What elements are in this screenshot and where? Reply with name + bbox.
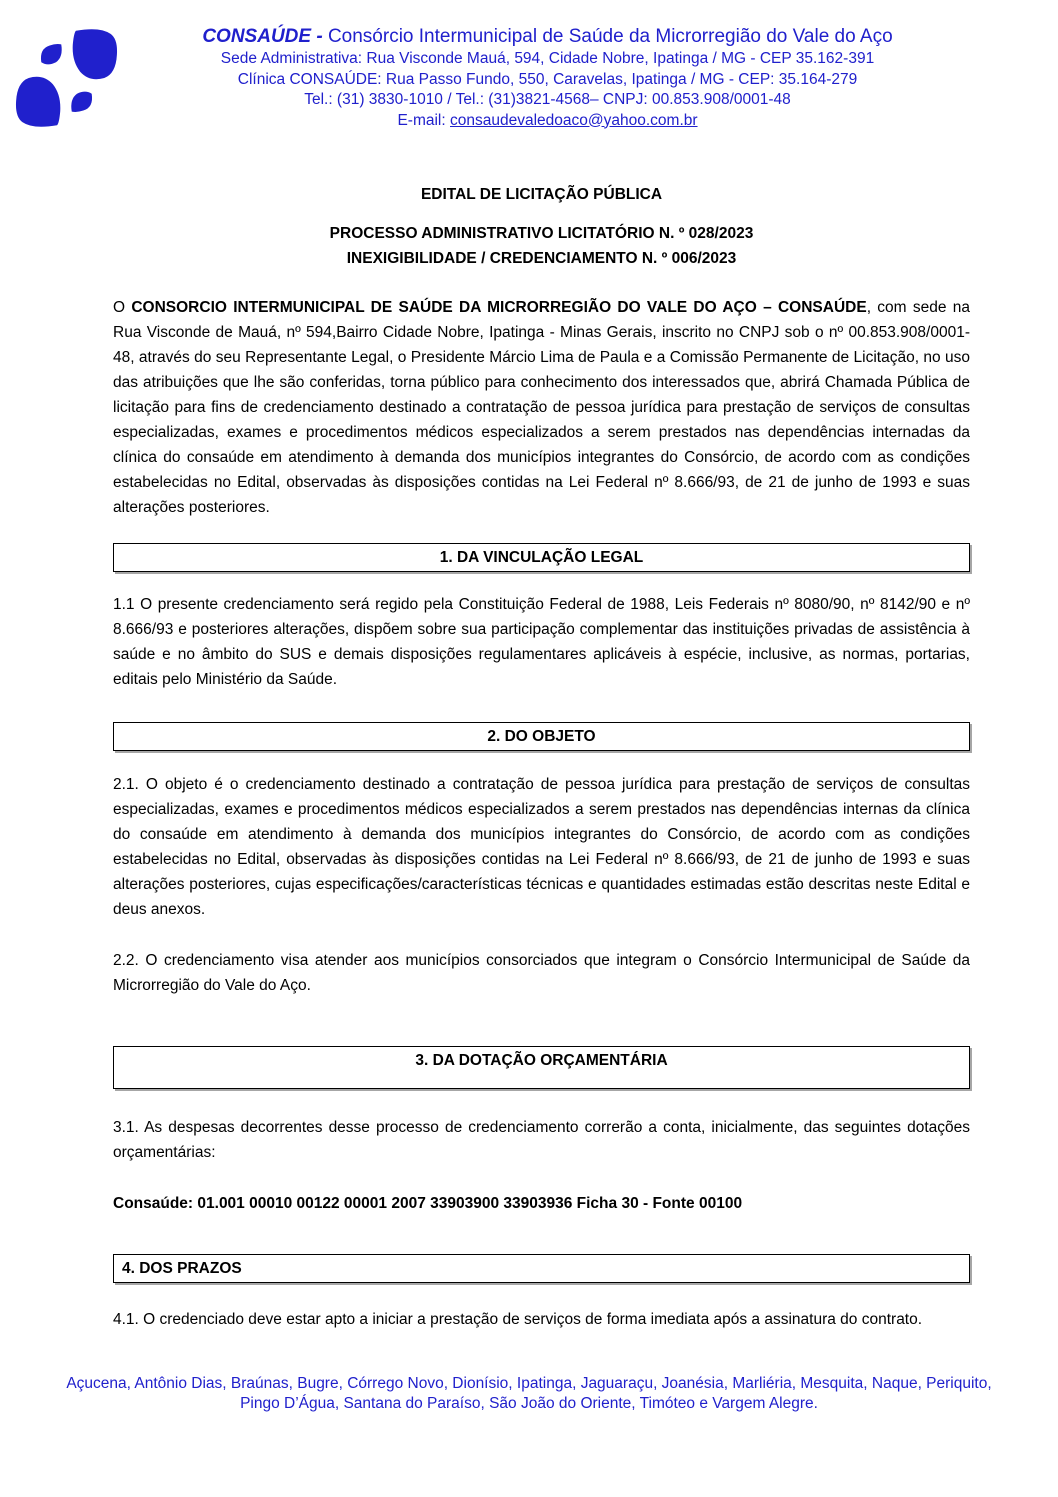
intro-paragraph bbox=[113, 295, 970, 520]
header-address-admin: Sede Administrativa: Rua Visconde Mauá, 594, Cidade Nobre, Ipatinga / MG - CEP 35.162-391 bbox=[220, 50, 875, 67]
org-name-line bbox=[175, 25, 920, 49]
letterhead bbox=[0, 0, 1058, 135]
section-2-heading-box: 2. DO OBJETO bbox=[113, 722, 970, 751]
org-name-bold: CONSAÚDE - bbox=[202, 26, 323, 47]
credential-number-line: INEXIGIBILIDADE / CREDENCIAMENTO N. º 006/2023 bbox=[346, 250, 737, 267]
header-phone-cnpj: Tel.: (31) 3830-1010 / Tel.: (31)3821-4568– CNPJ: 00.853.908/0001-48 bbox=[304, 91, 791, 108]
consaude-logo-icon bbox=[14, 28, 119, 128]
section-3-paragraph: 3.1. As despesas decorrentes desse processo de credenciamento correrão a conta, inicialmente, das seguintes dotações orçamentárias: bbox=[113, 1119, 970, 1161]
letterhead-text-block bbox=[175, 25, 920, 131]
section-2-paragraph-2: 2.2. O credenciamento visa atender aos municípios consorciados que integram o Consórcio Intermunicipal de Saúde da Microrregião do Vale do Aço. bbox=[113, 952, 970, 994]
email-label: E-mail: bbox=[397, 111, 450, 129]
intro-org-bold: CONSORCIO INTERMUNICIPAL DE SAÚDE DA MICRORREGIÃO DO VALE DO AÇO – CONSAÚDE bbox=[131, 299, 867, 316]
header-email-line bbox=[175, 111, 920, 132]
email-link[interactable]: consaudevaledoaco@yahoo.com.br bbox=[450, 111, 698, 129]
org-name-rest: Consórcio Intermunicipal de Saúde da Microrregião do Vale do Aço bbox=[322, 26, 893, 47]
intro-rest: , com sede na Rua Visconde de Mauá, nº 594,Bairro Cidade Nobre, Ipatinga - Minas Gerais, inscrito no CNPJ sob o nº 00.853.908/0001-48, através do seu Representante Legal, o Presidente Márcio Lima de Paula e a Comissão Permanente de Licitação, no uso das atribuições que lhe são conferidas, torna público para conhecimento dos interessados que, abrirá Chamada Pública de licitação para fins de credenciamento destinado a contratação de pessoa jurídica para prestação de serviços de consultas especializadas, exames e procedimentos médicos especializados a serem prestados nas dependências internadas da clínica do consaúde em atendimento à demanda dos municípios integrantes do Consórcio, de acordo com as condições estabelecidas no Edital, observadas às disposições contidas na Lei Federal nº 8.666/93, de 21 de junho de 1993 e suas alterações posteriores. bbox=[113, 299, 970, 516]
section-3-heading-box: 3. DA DOTAÇÃO ORÇAMENTÁRIA bbox=[113, 1046, 970, 1089]
process-number-line: PROCESSO ADMINISTRATIVO LICITATÓRIO N. º 028/2023 bbox=[329, 225, 754, 242]
header-address-clinic: Clínica CONSAÚDE: Rua Passo Fundo, 550, Caravelas, Ipatinga / MG - CEP: 35.164-279 bbox=[237, 70, 858, 88]
document-title: EDITAL DE LICITAÇÃO PÚBLICA bbox=[420, 186, 663, 203]
section-4-paragraph: 4.1. O credenciado deve estar apto a iniciar a prestação de serviços de forma imediata após a assinatura do contrato. bbox=[113, 1311, 923, 1328]
budget-allocation-line: Consaúde: 01.001 00010 00122 00001 2007 33903900 33903936 Ficha 30 - Fonte 00100 bbox=[113, 1195, 743, 1212]
section-2-paragraph-1: 2.1. O objeto é o credenciamento destinado a contratação de pessoa jurídica para prestação de serviços de consultas especializadas, exames e procedimentos médicos especializados a serem prestados nas dependências internas da clínica do consaúde em atendimento à demanda dos municípios integrantes do Consórcio, de acordo com as condições estabelecidas no Edital, observadas às disposições contidas na Lei Federal nº 8.666/93, de 21 de junho de 1993 e suas alterações posteriores, cujas especificações/características técnicas e quantidades estimadas estão descritas neste Edital e deus anexos. bbox=[113, 776, 970, 918]
section-1-heading-box: 1. DA VINCULAÇÃO LEGAL bbox=[113, 543, 970, 572]
section-1-paragraph: 1.1 O presente credenciamento será regido pela Constituição Federal de 1988, Leis Federais nº 8080/90, nº 8142/90 e nº 8.666/93 e posteriores alterações, dispõem sobre sua participação complementar das instituições privadas de assistência à saúde e no âmbito do SUS e demais disposições regulamentares aplicáveis à espécie, inclusive, as normas, portarias, editais pelo Ministério da Saúde. bbox=[113, 596, 970, 688]
footer-municipalities: Açucena, Antônio Dias, Braúnas, Bugre, Córrego Novo, Dionísio, Ipatinga, Jaguaraçu, Joanésia, Marliéria, Mesquita, Naque, Periquito, Pingo D’Água, Santana do Paraíso, São João do Oriente, Timóteo e Vargem Alegre. bbox=[66, 1375, 992, 1412]
process-title-group bbox=[113, 221, 970, 271]
document-body bbox=[113, 185, 970, 1332]
section-4-heading-box: 4. DOS PRAZOS bbox=[113, 1254, 970, 1283]
intro-lead: O bbox=[113, 299, 132, 316]
